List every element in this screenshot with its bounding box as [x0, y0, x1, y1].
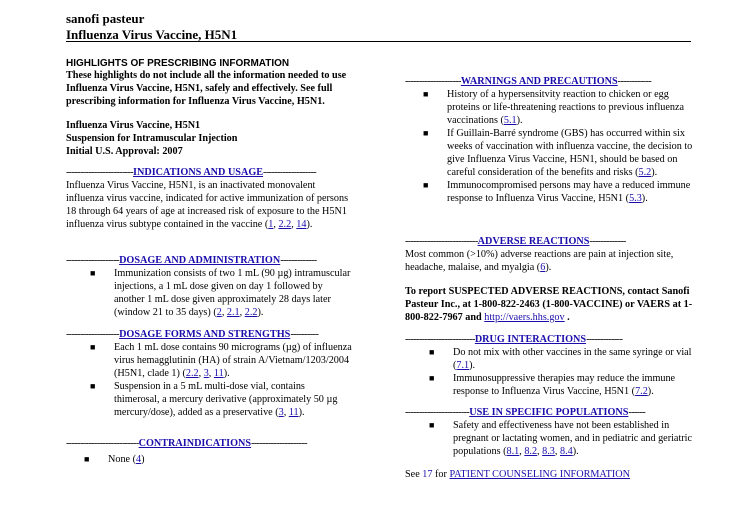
ref-close: ).: [572, 446, 579, 457]
heading-rule-left: -------------------------: [405, 334, 475, 345]
heading-rule-right: -------------: [586, 334, 623, 345]
heading-rule-right: -------------------: [263, 167, 317, 178]
indications-text: Influenza Virus Vaccine, H5N1, is an inactivated monovalent influenza virus vaccine, indicated for active immunization of persons 18 through 64 years of age at increased risk of exposure to the H5N1 influenza virus subtype contained in the vaccine (1, 2.2, 14).: [66, 180, 349, 230]
list-item: [405, 88, 695, 127]
ref-link[interactable]: 8.1: [506, 446, 520, 457]
heading-rule-right: ----------: [290, 329, 319, 340]
heading-rule-left: -------------------: [66, 329, 120, 340]
bullet-text: Suspension in a 5 mL multi-dose vial, contains thimerosal, a mercury derivative (approximately 50 µg mercury/dose), added as a preservative (: [114, 381, 338, 418]
ref-link[interactable]: 5.1: [503, 115, 517, 126]
bullet-text: Immunization consists of two 1 mL (90 µg) intramuscular injections, a 1 mL dose given on day 1 followed by another 1 mL dose given approximately 28 days later (window 21 to 35 days) (: [114, 268, 351, 318]
warnings-heading-link[interactable]: WARNINGS AND PRECAUTIONS: [460, 76, 618, 87]
bullet-icon: ■: [423, 89, 429, 99]
ref-link[interactable]: 11: [213, 368, 224, 379]
dosage-heading-link[interactable]: DOSAGE AND ADMINISTRATION: [119, 255, 281, 266]
ref-close: ).: [223, 368, 230, 379]
ref-close: ).: [647, 386, 654, 397]
bullet-icon: ■: [429, 420, 435, 430]
drug-interactions-section: [405, 333, 695, 398]
bullet-icon: ■: [90, 342, 96, 352]
patient-counseling-link[interactable]: PATIENT COUNSELING INFORMATION: [449, 469, 630, 480]
section-heading: [66, 166, 352, 179]
report-text: [405, 285, 695, 324]
ref-link[interactable]: 8.3: [542, 446, 555, 457]
section-heading: [405, 75, 695, 88]
section-heading: [405, 333, 695, 346]
heading-rule-left: --------------------------: [405, 236, 478, 247]
ref-link[interactable]: 5.3: [629, 193, 642, 204]
list-item: ■ Immunization consists of two 1 mL (90 µg) intramuscular injections, a 1 mL dose given on day 1 followed by another 1 mL dose given approximately 28 days later (window 21 to 35 days) (2, 2.1, 2.2).: [90, 268, 351, 318]
ref-close: ).: [257, 307, 264, 318]
ref-link[interactable]: 7.2: [635, 386, 648, 397]
ref-close: ).: [516, 115, 523, 126]
ref-link[interactable]: 7.1: [456, 360, 470, 371]
ref-close: ).: [545, 262, 552, 273]
ref-link[interactable]: 2.2: [244, 307, 258, 318]
list-item: ■ Safety and effectiveness have not been established in pregnant or lactating women, and in pediatric and geriatric populations (8.1, 8.2, 8.3, 8.4).: [429, 420, 693, 457]
list-item: ■ Each 1 mL dose contains 90 micrograms (µg) of influenza virus hemagglutinin (HA) of strain A/Vietnam/1203/2004 (H5N1, clade 1) (2.2, 3, 11).: [90, 342, 352, 379]
drug-interactions-heading-link[interactable]: DRUG INTERACTIONS: [474, 334, 587, 345]
ref-link[interactable]: 2.2: [278, 219, 292, 230]
heading-rule-right: --------------------: [251, 438, 307, 449]
list-item: [66, 453, 352, 466]
bullet-icon: ■: [429, 373, 435, 383]
ref-link[interactable]: 3: [278, 407, 284, 418]
bullet-text: Immunocompromised persons may have a reduced immune response to Influenza Virus Vaccine, H5N1 (: [447, 180, 691, 204]
adverse-body: Most common (>10%) adverse reactions are pain at injection site, headache, malaise, and myalgia (: [405, 249, 674, 273]
report-body: To report SUSPECTED ADVERSE REACTIONS, contact Sanofi Pasteur Inc., at 1-800-822-2463 (1-800-VACCINE) or VAERS at 1-800-822-7967 and: [405, 286, 693, 323]
indications-body: Influenza Virus Vaccine, H5N1, is an inactivated monovalent influenza virus vaccine, indicated for active immunization of persons 18 through 64 years of age at increased risk of exposure to the H5N1 influenza virus subtype contained in the vaccine (: [66, 180, 349, 230]
section-heading: [66, 328, 352, 341]
ref-link[interactable]: 3: [203, 368, 209, 379]
heading-rule-right: ------------: [617, 76, 652, 87]
contraindications-section: [66, 437, 352, 466]
product-name: Influenza Virus Vaccine, H5N1: [66, 120, 201, 131]
product-approval: Initial U.S. Approval: 2007: [66, 146, 183, 157]
bullet-text: Immunosuppressive therapies may reduce the immune response to Influenza Virus Vaccine, H5N1 (: [453, 373, 676, 397]
heading-rule-left: --------------------: [405, 76, 461, 87]
heading-rule-right: -------------: [589, 236, 626, 247]
specific-populations-section: [405, 406, 695, 458]
dosage-forms-section: [66, 328, 352, 419]
bullet-text: If Guillain-Barré syndrome (GBS) has occurred within six weeks of vaccination with influenza vaccine, the decision to give Influenza Virus Vaccine, H5N1, should be based on careful consideration of the benefits and risks (: [447, 128, 693, 178]
list-item: [405, 179, 695, 205]
highlights-title: HIGHLIGHTS OF PRESCRIBING INFORMATION: [66, 58, 290, 69]
ref-close: ).: [306, 219, 313, 230]
heading-rule-left: --------------------------: [66, 438, 139, 449]
list-item: [405, 346, 695, 372]
ref-close: ).: [298, 407, 305, 418]
indications-heading-link[interactable]: INDICATIONS AND USAGE: [133, 167, 264, 178]
bullet-icon: ■: [90, 268, 96, 278]
see-prefix: See: [405, 469, 423, 480]
ref-link[interactable]: 1: [268, 219, 274, 230]
ref-link[interactable]: 8.4: [559, 446, 573, 457]
adverse-text: [405, 248, 695, 274]
list-item: [405, 127, 695, 179]
company-name: sanofi pasteur: [66, 11, 145, 26]
product-title: Influenza Virus Vaccine, H5N1: [66, 27, 238, 42]
product-info: [66, 119, 237, 158]
contraindications-heading-link[interactable]: CONTRAINDICATIONS: [138, 438, 252, 449]
section-heading: [66, 254, 352, 267]
ref-close: ).: [641, 193, 648, 204]
adverse-heading-link[interactable]: ADVERSE REACTIONS: [477, 236, 590, 247]
dosage-section: [66, 254, 352, 319]
ref-link[interactable]: 2: [216, 307, 222, 318]
product-form: Suspension for Intramuscular Injection: [66, 133, 238, 144]
bullet-icon: ■: [84, 454, 90, 464]
ref-close: ): [141, 454, 145, 465]
ref-link[interactable]: 2.1: [226, 307, 240, 318]
heading-rule-left: -------------------: [66, 255, 120, 266]
ref-link[interactable]: 17: [422, 469, 433, 480]
header-divider: [66, 41, 691, 42]
section-heading: [405, 406, 695, 419]
dosage-forms-heading-link[interactable]: DOSAGE FORMS AND STRENGTHS: [119, 329, 291, 340]
indications-section: [66, 166, 352, 231]
bullet-text: History of a hypersensitvity reaction to chicken or egg proteins or life-threatening reactions to previous influenza vaccinations (: [447, 89, 685, 126]
ref-close: ).: [469, 360, 476, 371]
bullet-icon: ■: [423, 128, 429, 138]
adverse-reactions-section: [405, 235, 695, 324]
ref-link[interactable]: 5.2: [638, 167, 652, 178]
see-mid: for: [432, 469, 450, 480]
bullet-text: Each 1 mL dose contains 90 micrograms (µg) of influenza virus hemagglutinin (HA) of strain A/Vietnam/1203/2004 (H5N1, clade 1) (: [114, 342, 352, 379]
ref-close: ).: [651, 167, 658, 178]
ref-link[interactable]: 6: [540, 262, 546, 273]
bullet-icon: ■: [90, 381, 96, 391]
bullet-text: None (: [108, 454, 137, 465]
ref-link[interactable]: 11: [288, 407, 299, 418]
ref-link[interactable]: 2.2: [185, 368, 199, 379]
heading-rule-left: ------------------------: [66, 167, 134, 178]
see-counseling: [405, 468, 695, 481]
bullet-icon: ■: [423, 180, 429, 190]
list-item: ■ Suspension in a 5 mL multi-dose vial, contains thimerosal, a mercury derivative (approximately 50 µg mercury/dose), added as a preservative (3, 11).: [90, 381, 338, 418]
bullet-text: Safety and effectiveness have not been established in pregnant or lactating women, and in pediatric and geriatric populations (: [453, 420, 693, 457]
heading-rule-right: ------: [628, 407, 646, 418]
ref-link[interactable]: 14: [296, 219, 307, 230]
populations-heading-link[interactable]: USE IN SPECIFIC POPULATIONS: [469, 407, 629, 418]
list-item: [405, 372, 695, 398]
report-close: .: [564, 312, 570, 323]
ref-link[interactable]: 4: [136, 454, 142, 465]
section-heading: [405, 235, 695, 248]
warnings-section: [405, 75, 695, 205]
bullet-icon: ■: [429, 347, 435, 357]
section-heading: [66, 437, 352, 450]
ref-link[interactable]: 8.2: [524, 446, 538, 457]
highlights-disclaimer: These highlights do not include all the information needed to use Influenza Virus Vaccine, H5N1, safely and effectively. See full prescribing information for Influenza Virus Vaccine, H5N1.: [66, 70, 347, 107]
heading-rule-left: -----------------------: [405, 407, 470, 418]
bullet-text: Do not mix with other vaccines in the same syringe or vial (: [453, 347, 692, 371]
heading-rule-right: -------------: [280, 255, 317, 266]
vaers-link[interactable]: http://vaers.hhs.gov: [484, 312, 565, 323]
